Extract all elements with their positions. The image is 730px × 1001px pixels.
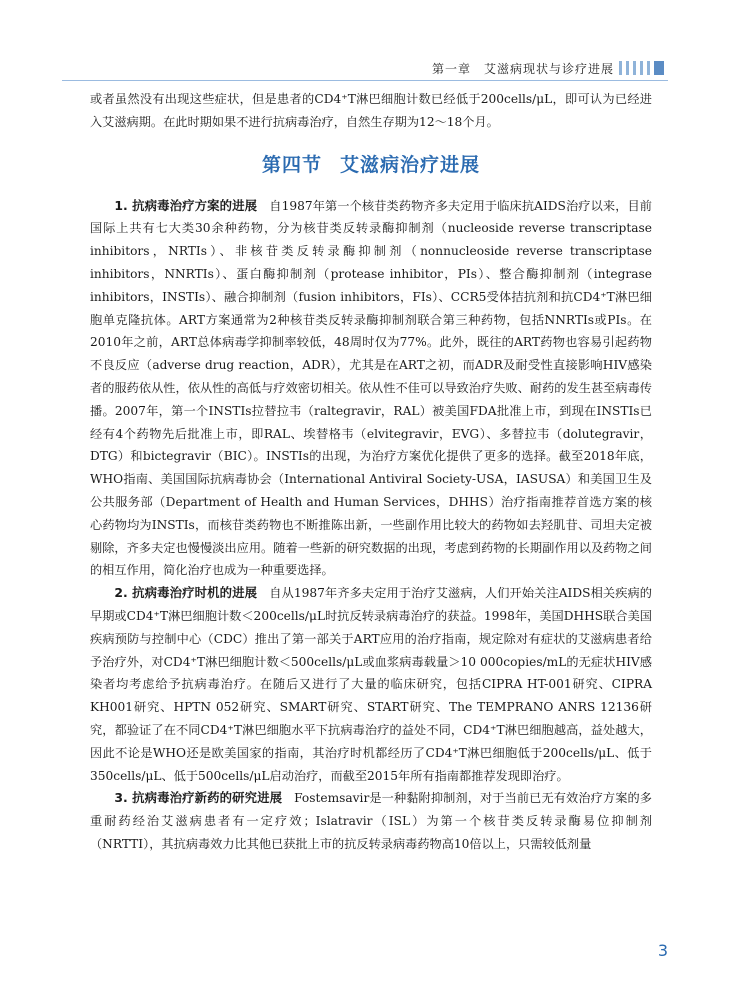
- paragraph-text: Fostemsavir是一种黏附抑制剂，对于当前已无有效治疗方案的多重耐药经治艾滋病患者有一定疗效；Islatravir（ISL）为第一个核苷类反转录酶易位抑制剂（NRTTI），其抗病毒效力比其他已获批上市的抗反转录病毒药物高10倍以上，只需较低剂量: [90, 791, 652, 851]
- header-bar: [626, 61, 629, 75]
- intro-paragraph: 或者虽然没有出现这些症状，但是患者的CD4⁺T淋巴细胞计数已经低于200cells/μL，即可认为已经进入艾滋病期。在此时期如果不进行抗病毒治疗，自然生存期为12～18个月。: [90, 92, 652, 129]
- header-bar: [633, 61, 636, 75]
- paragraph-lead: 3. 抗病毒治疗新药的研究进展: [114, 790, 283, 806]
- paragraph-lead: 2. 抗病毒治疗时机的进展: [114, 585, 258, 601]
- header-bar-solid: [654, 61, 664, 75]
- chapter-title: 第一章 艾滋病现状与诊疗进展: [431, 62, 614, 76]
- header-bar: [640, 61, 643, 75]
- paragraph-lead: 1. 抗病毒治疗方案的进展: [114, 197, 258, 213]
- paragraph-treatment-timing: [90, 582, 652, 787]
- paragraph-text: 自从1987年齐多夫定用于治疗艾滋病，人们开始关注AIDS相关疾病的早期或CD4⁺T淋巴细胞计数＜200cells/μL时抗反转录病毒治疗的获益。1998年，美国DHHS联合美国疾病预防与控制中心（CDC）推出了第一部关于ART应用的治疗指南，规定除对有症状的艾滋病患者给予治疗外，对CD4⁺T淋巴细胞计数＜500cells/μL或血浆病毒载量＞10 000copies/mL的无症状HIV感染者均考虑给予抗病毒治疗。在随后又进行了大量的临床研究，包括CIPRA HT-001研究、CIPRA KH001研究、HPTN 052研究、SMART研究、START研究、The TEMPRANO ANRS 12136研究，都验证了在不同CD4⁺T淋巴细胞水平下抗病毒治疗的益处不同，CD4⁺T淋巴细胞越高，益处越大，因此不论是WHO还是欧美国家的指南，其治疗时机都经历了CD4⁺T淋巴细胞低于200cells/μL、低于350cells/μL、低于500cells/μL启动治疗，而截至2015年所有指南都推荐发现即治疗。: [90, 586, 652, 783]
- page-body: [90, 88, 652, 856]
- header-bar: [647, 61, 650, 75]
- header-rule: [62, 80, 668, 81]
- header-decoration-bars: [615, 60, 664, 74]
- paragraph-text: 自1987年第一个核苷类药物齐多夫定用于临床抗AIDS治疗以来，目前国际上共有七大类30余种药物，分为核苷类反转录酶抑制剂（nucleoside reverse transcriptase inhibitors，NRTIs）、非核苷类反转录酶抑制剂（nonnucleoside reverse transcriptase inhibitors，NNRTIs）、蛋白酶抑制剂（protease inhibitor，PIs）、整合酶抑制剂（integrase inhibitors，INSTIs）、融合抑制剂（fusion inhibitors，FIs）、CCR5受体拮抗剂和抗CD4⁺T淋巴细胞单克隆抗体。ART方案通常为2种核苷类反转录酶抑制剂联合第三种药物，包括NNRTIs或PIs。在2010年之前，ART总体病毒学抑制率较低，48周时仅为77%。此外，既往的ART药物也容易引起药物不良反应（adverse drug reaction，ADR），尤其是在ART之初，而ADR及耐受性直接影响HIV感染者的服药依从性，依从性的高低与疗效密切相关。依从性不佳可以导致治疗失败、耐药的发生甚至病毒传播。2007年，第一个INSTIs拉替拉韦（raltegravir，RAL）被美国FDA批准上市，到现在INSTIs已经有4个药物先后批准上市，即RAL、埃替格韦（elvitegravir，EVG）、多替拉韦（dolutegravir，DTG）和bictegravir（BIC）。INSTIs的出现，为治疗方案优化提供了更多的选择。截至2018年底，WHO指南、美国国际抗病毒协会（International Antiviral Society-USA，IASUSA）和美国卫生及公共服务部（Department of Health and Human Services，DHHS）治疗指南推荐首选方案的核心药物均为INSTIs，而核苷类药物也不断推陈出新，一些副作用比较大的药物如去羟肌苷、司坦夫定被剔除，齐多夫定也慢慢淡出应用。随着一些新的研究数据的出现，考虑到药物的长期副作用以及药物之间的相互作用，简化治疗也成为一种重要选择。: [90, 198, 652, 578]
- running-header: [0, 56, 730, 82]
- header-bar: [619, 61, 622, 75]
- paragraph-treatment-regimen: [90, 195, 652, 583]
- paragraph-new-drugs: [90, 787, 652, 855]
- section-title: 艾滋病治疗进展: [340, 153, 481, 176]
- section-number: 第四节: [261, 153, 322, 176]
- page-number: 3: [657, 941, 668, 960]
- section-heading: [90, 152, 652, 178]
